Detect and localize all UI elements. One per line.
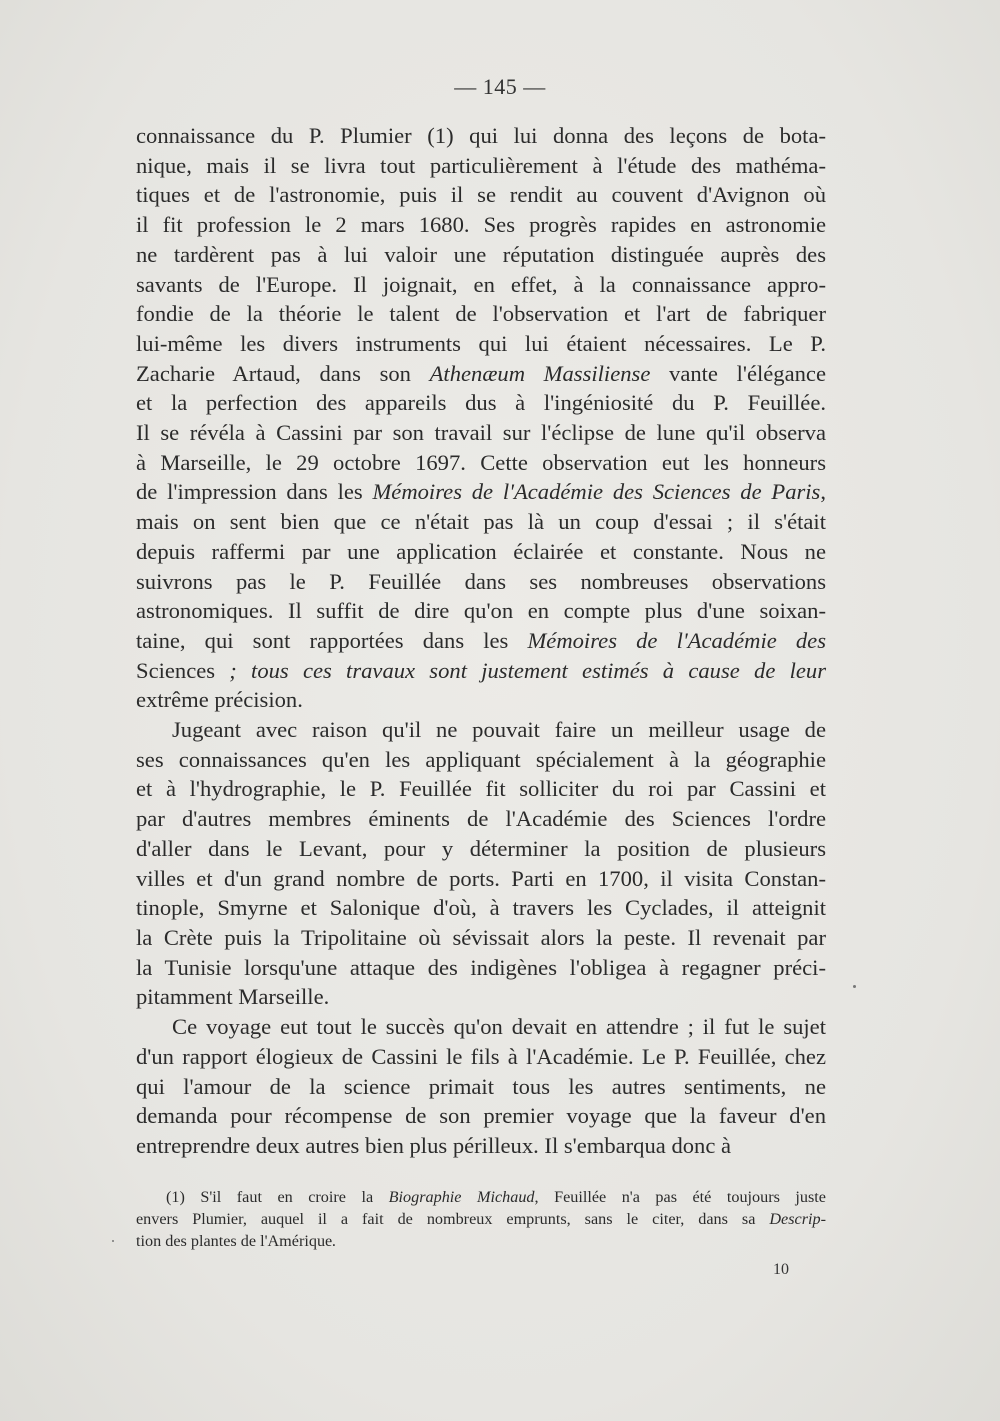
italic-title: Mémoires de l'Académie des Sciences de Paris: [372, 479, 821, 505]
text-line: ne tardèrent pas à lui valoir une réputation distinguée auprès des: [136, 241, 826, 267]
page-number: — 145 —: [454, 74, 546, 99]
text-line: la Crète puis la Tripolitaine où sévissait alors la peste. Il revenait par: [136, 924, 826, 950]
text-line: la Tunisie lorsqu'une attaque des indigènes l'obligea à regagner préci-: [136, 954, 826, 980]
text-line: villes et d'un grand nombre de ports. Parti en 1700, il visita Constan-: [136, 865, 826, 891]
text-line: extrême précision.: [136, 687, 303, 713]
dust-speck: [112, 1240, 114, 1242]
text-line: entreprendre deux autres bien plus périlleux. Il s'embarqua donc à: [136, 1132, 732, 1158]
text-line: qui l'amour de la science primait tous les autres sentiments, ne: [136, 1073, 826, 1099]
text-line: d'aller dans le Levant, pour y déterminer la position de plusieurs: [136, 835, 826, 861]
italic-title: Descrip-: [769, 1210, 826, 1228]
italic-title: ; tous ces travaux sont justement estimés à cause de leur: [215, 657, 826, 683]
footnote: [136, 1186, 826, 1252]
italic-title: Athenæum Massiliense: [429, 360, 651, 386]
text-line: et la perfection des appareils dus à l'ingéniosité du P. Feuillée.: [136, 390, 826, 416]
text-line: depuis raffermi par une application éclairée et constante. Nous ne: [136, 538, 826, 564]
text-line: tiques et de l'astronomie, puis il se rendit au couvent d'Avignon où: [136, 182, 826, 208]
text-line: Il se révéla à Cassini par son travail sur l'éclipse de lune qu'il observa: [136, 420, 826, 446]
text-line: taine, qui sont rapportées dans les Mémoires de l'Académie des: [136, 627, 826, 653]
text-line: suivrons pas le P. Feuillée dans ses nombreuses observations: [136, 568, 826, 594]
paragraph-2: [136, 715, 826, 1012]
footnote-line: (1) S'il faut en croire la Biographie Michaud, Feuillée n'a pas été toujours juste: [166, 1188, 826, 1206]
text-line: de l'impression dans les Mémoires de l'Académie des Sciences de Paris,: [136, 479, 827, 505]
italic-title: .: [332, 1232, 337, 1250]
footnote-line: envers Plumier, auquel il a fait de nombreux emprunts, sans le citer, dans sa Descrip-: [136, 1210, 826, 1228]
text-line: à Marseille, le 29 octobre 1697. Cette observation eut les honneurs: [136, 449, 826, 475]
text-line: par d'autres membres éminents de l'Académie des Sciences l'ordre: [136, 806, 826, 832]
signature-mark: 10: [773, 1261, 789, 1278]
text-line: mais on sent bien que ce n'était pas là un coup d'essai ; il s'était: [136, 509, 826, 535]
italic-title: Mémoires de l'Académie des: [527, 627, 826, 653]
main-text: [136, 121, 826, 1161]
text-line: pitamment Marseille.: [136, 984, 330, 1010]
dust-speck: [853, 985, 856, 988]
text-line: Ce voyage eut tout le succès qu'on devait en attendre ; il fut le sujet: [172, 1014, 826, 1040]
text-line: et à l'hydrographie, le P. Feuillée fit solliciter du roi par Cassini et: [136, 776, 826, 802]
text-line: lui-même les divers instruments qui lui étaient nécessaires. Le P.: [136, 330, 826, 356]
paragraph-3: [136, 1012, 826, 1161]
text-line: fondie de la théorie le talent de l'observation et l'art de fabriquer: [136, 301, 826, 327]
text-line: connaissance du P. Plumier (1) qui lui donna des leçons de bota-: [136, 123, 826, 148]
text-line: nique, mais il se livra tout particulièrement à l'étude des mathéma-: [136, 152, 826, 178]
text-line: Jugeant avec raison qu'il ne pouvait faire un meilleur usage de: [172, 717, 826, 743]
footnote-line: tion des plantes de l'Amérique.: [136, 1232, 337, 1250]
text-line: Zacharie Artaud, dans son Athenæum Massiliense vante l'élégance: [136, 360, 826, 386]
text-line: astronomiques. Il suffit de dire qu'on en compte plus d'une soixan-: [136, 598, 826, 624]
text-line: savants de l'Europe. Il joignait, en effet, à la connaissance appro-: [136, 271, 826, 297]
text-line: demanda pour récompense de son premier voyage que la faveur d'en: [136, 1103, 826, 1129]
text-line: il fit profession le 2 mars 1680. Ses progrès rapides en astronomie: [136, 212, 826, 238]
text-line: d'un rapport élogieux de Cassini le fils à l'Académie. Le P. Feuillée, chez: [136, 1043, 826, 1069]
text-line: ses connaissances qu'en les appliquant spécialement à la géographie: [136, 746, 826, 772]
italic-title: Biographie Michaud: [388, 1188, 535, 1206]
text-line: tinople, Smyrne et Salonique d'où, à travers les Cyclades, il atteignit: [136, 895, 826, 921]
text-line: Sciences ; tous ces travaux sont justement estimés à cause de leur: [136, 657, 826, 683]
paragraph-1: [136, 121, 826, 715]
